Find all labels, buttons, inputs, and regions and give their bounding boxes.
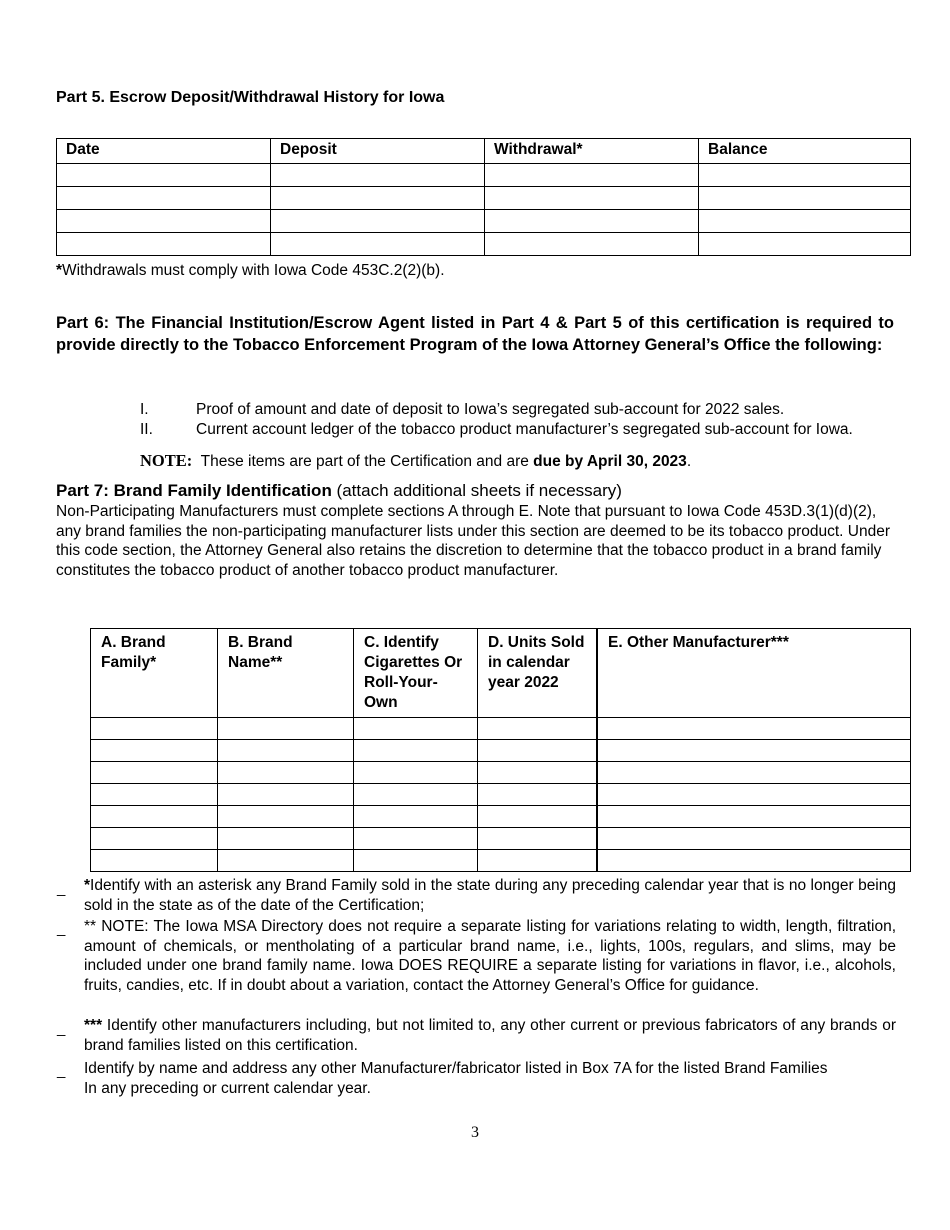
balance-cell[interactable]	[699, 210, 911, 233]
note-deadline: due by April 30, 2023	[533, 453, 687, 470]
units-cell[interactable]	[478, 784, 598, 806]
column-header-units-sold: D. Units Sold in calendar year 2022	[478, 629, 598, 718]
column-header-brand-name: B. Brand Name**	[218, 629, 354, 718]
other-manufacturer-cell[interactable]	[597, 850, 911, 872]
units-cell[interactable]	[478, 806, 598, 828]
brand-family-cell[interactable]	[91, 828, 218, 850]
part5-footnote	[56, 262, 445, 280]
brand-family-table	[90, 628, 911, 872]
column-header-balance: Balance	[699, 139, 911, 164]
footnote-bold: *	[84, 877, 91, 894]
footnote-asterisk: *	[56, 262, 63, 279]
brand-family-cell[interactable]	[91, 762, 218, 784]
units-cell[interactable]	[478, 740, 598, 762]
type-cell[interactable]	[354, 740, 478, 762]
date-cell[interactable]	[57, 210, 271, 233]
other-manufacturer-cell[interactable]	[597, 828, 911, 850]
footnote-bold: ***	[84, 1017, 103, 1034]
column-header-deposit: Deposit	[271, 139, 485, 164]
note-label: NOTE:	[140, 451, 193, 470]
withdrawal-cell[interactable]	[485, 164, 699, 187]
type-cell[interactable]	[354, 762, 478, 784]
withdrawal-cell[interactable]	[485, 210, 699, 233]
page-number: 3	[471, 1124, 479, 1141]
part6-note	[140, 451, 691, 471]
brand-name-cell[interactable]	[218, 850, 354, 872]
withdrawal-cell[interactable]	[485, 187, 699, 210]
brand-name-cell[interactable]	[218, 718, 354, 740]
column-header-brand-family: A. Brand Family*	[91, 629, 218, 718]
brand-name-cell[interactable]	[218, 806, 354, 828]
bullet-marker: _	[57, 1062, 66, 1079]
part6-title: Part 6: The Financial Institution/Escrow Agent listed in Part 4 & Part 5 of this certification is required to provide directly to the Tobacco Enforcement Program of the Iowa Attorney General’s Office the following:	[56, 314, 894, 354]
note-end: .	[686, 453, 692, 470]
brand-name-cell[interactable]	[218, 828, 354, 850]
part7-title-suffix: (attach additional sheets if necessary)	[331, 481, 622, 500]
units-cell[interactable]	[478, 762, 598, 784]
date-cell[interactable]	[57, 233, 271, 256]
table-row	[91, 850, 911, 872]
brand-family-cell[interactable]	[91, 740, 218, 762]
table-row	[57, 233, 911, 256]
part7-title: Part 7: Brand Family Identification	[56, 481, 332, 500]
escrow-history-table	[56, 138, 911, 256]
type-cell[interactable]	[354, 850, 478, 872]
list-item-number: II.	[140, 421, 153, 438]
column-header-other-manufacturer: E. Other Manufacturer***	[597, 629, 911, 718]
table-header-row	[91, 629, 911, 718]
other-manufacturer-cell[interactable]	[597, 806, 911, 828]
note-text: These items are part of the Certification and are	[200, 453, 534, 470]
table-row	[91, 762, 911, 784]
footnote-text: Identify by name and address any other Manufacturer/fabricator listed in Box 7A for the listed Brand Families In any preceding or current calendar year.	[84, 1060, 828, 1097]
deposit-cell[interactable]	[271, 233, 485, 256]
withdrawal-cell[interactable]	[485, 233, 699, 256]
deposit-cell[interactable]	[271, 210, 485, 233]
type-cell[interactable]	[354, 828, 478, 850]
balance-cell[interactable]	[699, 233, 911, 256]
units-cell[interactable]	[478, 828, 598, 850]
part7-heading	[56, 481, 622, 501]
footnote-brand-name	[84, 917, 896, 995]
other-manufacturer-cell[interactable]	[597, 718, 911, 740]
table-row	[57, 164, 911, 187]
column-header-identify-type: C. Identify Cigarettes Or Roll-Your-Own	[354, 629, 478, 718]
table-header-row	[57, 139, 911, 164]
table-row	[91, 806, 911, 828]
list-item-text: Proof of amount and date of deposit to Iowa’s segregated sub-account for 2022 sales.	[196, 401, 785, 418]
brand-name-cell[interactable]	[218, 784, 354, 806]
part5-title: Part 5. Escrow Deposit/Withdrawal History for Iowa	[56, 89, 445, 106]
footnote-text: Identify with an asterisk any Brand Family sold in the state during any preceding calendar year that is no longer being sold in the state as of the date of the Certification;	[84, 877, 896, 914]
list-item-text: Current account ledger of the tobacco product manufacturer’s segregated sub-account for Iowa.	[196, 421, 853, 438]
brand-name-cell[interactable]	[218, 762, 354, 784]
footnote-text: Withdrawals must comply with Iowa Code 453C.2(2)(b).	[62, 262, 445, 279]
deposit-cell[interactable]	[271, 164, 485, 187]
brand-family-cell[interactable]	[91, 718, 218, 740]
table-row	[57, 187, 911, 210]
balance-cell[interactable]	[699, 187, 911, 210]
part7-intro: Non-Participating Manufacturers must complete sections A through E. Note that pursuant to Iowa Code 453D.3(1)(d)(2), any brand families the non-participating manufacturer lists under this section are deemed to be its tobacco product. Under this code section, the Attorney General also retains the discretion to determine that the tobacco product in a brand family constitutes the tobacco product of another tobacco product manufacturer.	[56, 503, 891, 579]
other-manufacturer-cell[interactable]	[597, 784, 911, 806]
deposit-cell[interactable]	[271, 187, 485, 210]
bullet-marker: _	[57, 1020, 66, 1037]
units-cell[interactable]	[478, 850, 598, 872]
date-cell[interactable]	[57, 164, 271, 187]
bullet-marker: _	[57, 920, 66, 937]
column-header-withdrawal: Withdrawal*	[485, 139, 699, 164]
footnote-text: Identify other manufacturers including, but not limited to, any other current or previous fabricators of any brands or brand families listed on this certification.	[84, 1017, 896, 1054]
table-row	[57, 210, 911, 233]
brand-family-cell[interactable]	[91, 850, 218, 872]
other-manufacturer-cell[interactable]	[597, 762, 911, 784]
table-row	[91, 740, 911, 762]
footnote-brand-family	[84, 876, 896, 915]
other-manufacturer-cell[interactable]	[597, 740, 911, 762]
table-row	[91, 718, 911, 740]
type-cell[interactable]	[354, 806, 478, 828]
footnote-text: ** NOTE: The Iowa MSA Directory does not require a separate listing for variations relating to width, length, filtration, amount of chemicals, or mentholating of a particular brand name, i.e., lights, 100s, regulars, and slims, may be included under one brand family name. Iowa DOES REQUIRE a separate listing for variations in flavor, i.e., alcohols, fruits, candies, etc. If in doubt about a variation, contact the Attorney General’s Office for guidance.	[84, 918, 896, 994]
column-header-date: Date	[57, 139, 271, 164]
type-cell[interactable]	[354, 718, 478, 740]
brand-family-cell[interactable]	[91, 784, 218, 806]
table-row	[91, 828, 911, 850]
footnote-other-manufacturer	[84, 1016, 896, 1055]
footnote-fabricator	[84, 1059, 844, 1098]
balance-cell[interactable]	[699, 164, 911, 187]
type-cell[interactable]	[354, 784, 478, 806]
units-cell[interactable]	[478, 718, 598, 740]
list-item-number: I.	[140, 401, 149, 418]
brand-family-cell[interactable]	[91, 806, 218, 828]
table-row	[91, 784, 911, 806]
bullet-marker: _	[57, 880, 66, 897]
brand-name-cell[interactable]	[218, 740, 354, 762]
date-cell[interactable]	[57, 187, 271, 210]
